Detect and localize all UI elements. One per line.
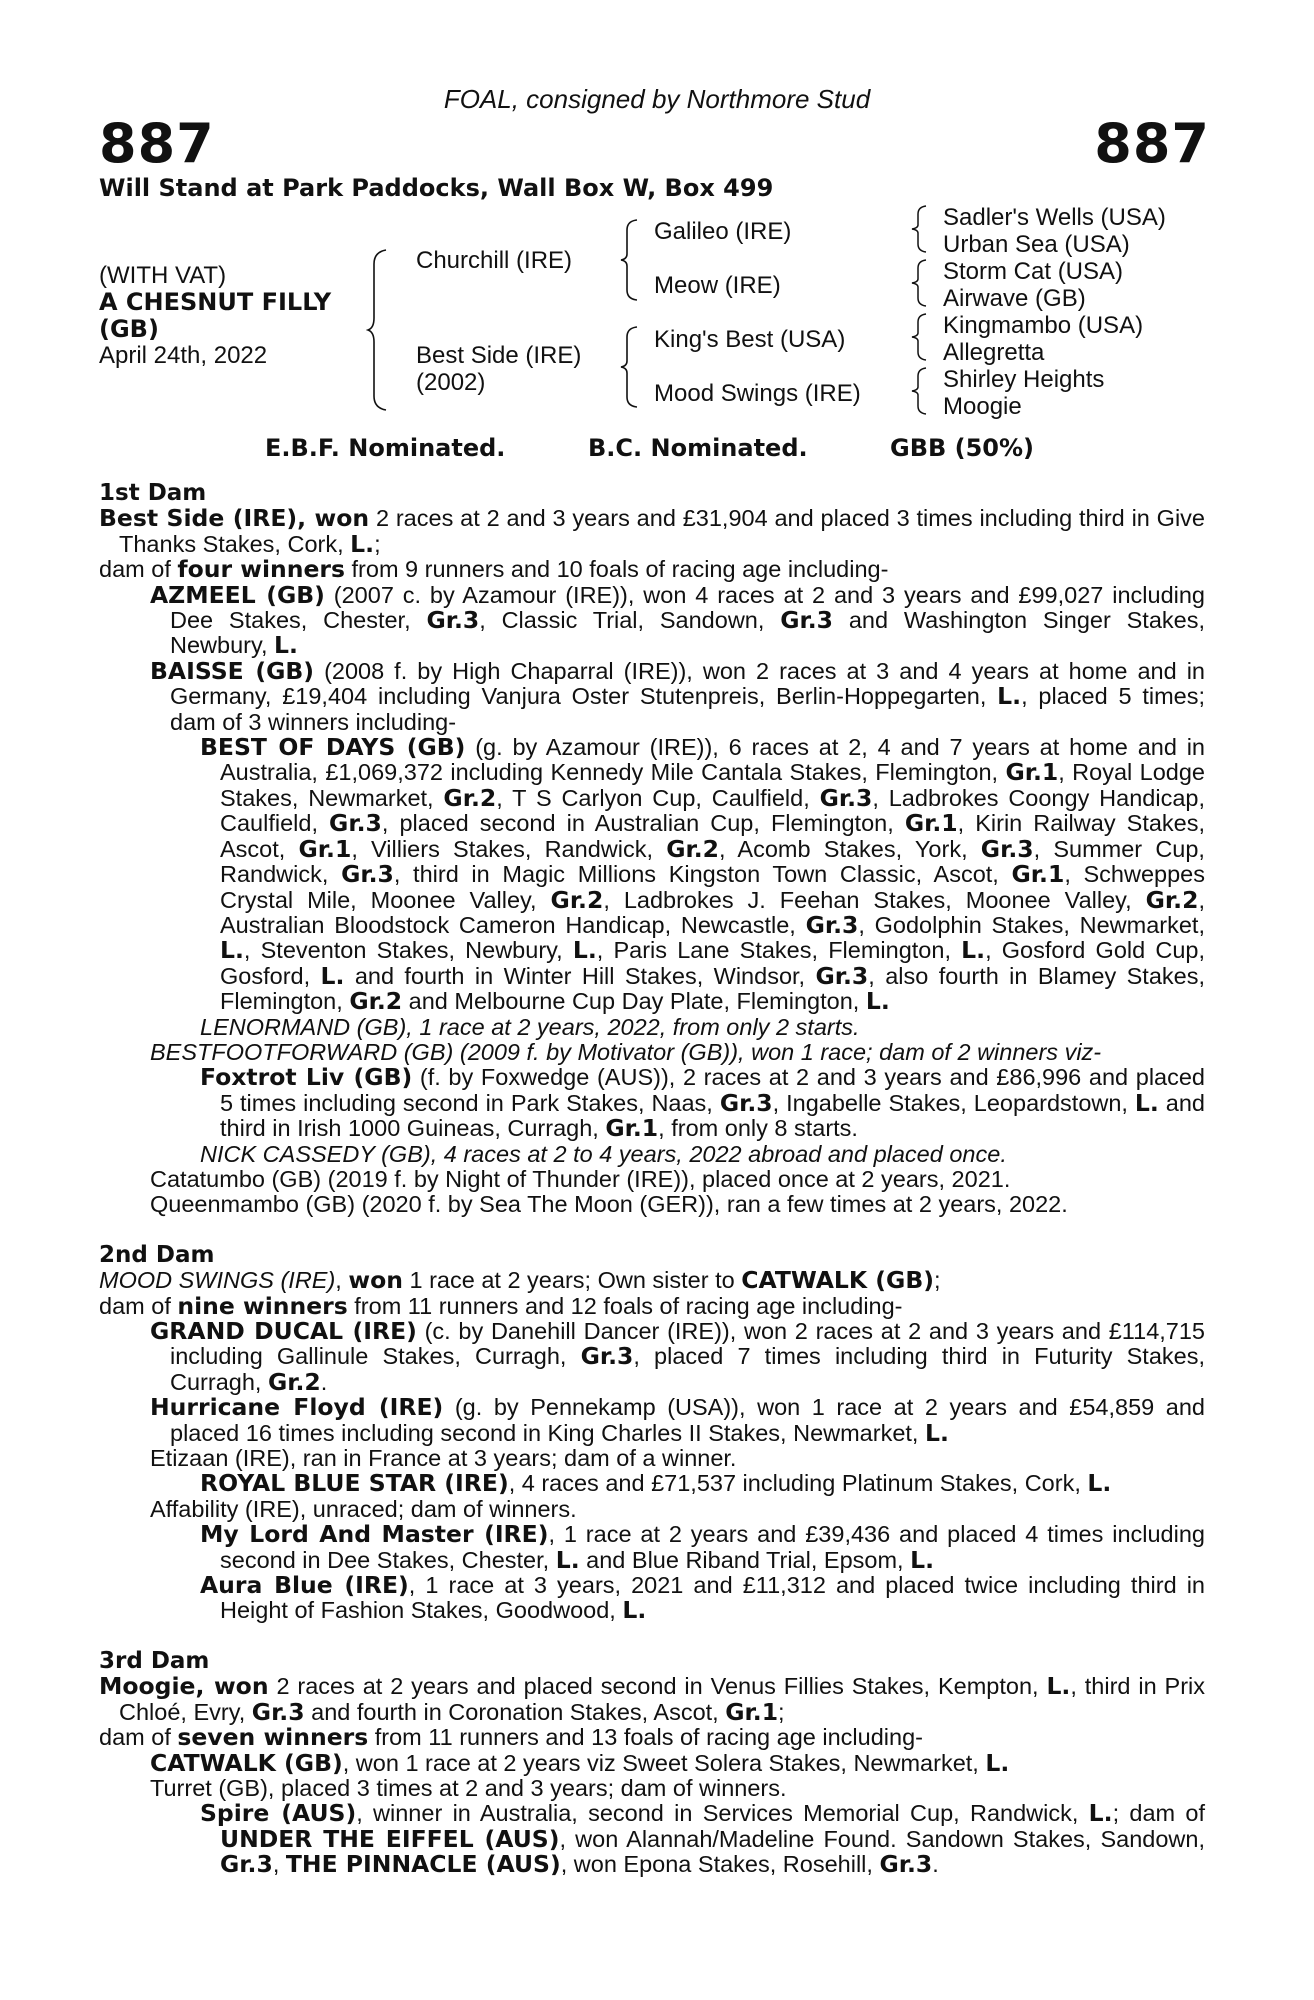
text: (2007 c. by Azamour (IRE)), won 4 races at 2 and 3 years and £99,027 including Dee Stakes, Chester, [170, 581, 1205, 634]
g3-brace-icon [910, 366, 930, 416]
text: from 11 runners and 13 foals of racing age including- [368, 1724, 923, 1751]
bold-text: four winners [177, 555, 345, 584]
g3-brace-icon [910, 204, 930, 254]
progeny-entry [99, 1142, 1205, 1167]
g3-ancestor: Storm Cat (USA) [943, 258, 1124, 285]
dam-dam: Mood Swings (IRE) [654, 380, 861, 407]
bold-text: Gr.1 [904, 809, 958, 838]
bold-text: L. [910, 1545, 935, 1574]
text: (c. by Danehill Dancer (IRE)), won 2 races at 2 and 3 years and £114,715 including Gallinule Stakes, Curragh, [170, 1318, 1206, 1370]
text: , Villiers Stakes, Randwick, [351, 835, 667, 862]
bold-text: Gr.1 [1005, 758, 1059, 787]
text: , also fourth in Blamey Stakes, Flemington, [220, 962, 1205, 1015]
progeny-entry [99, 1446, 1205, 1471]
text: , placed 7 times including third in Futurity Stakes, Curragh, [170, 1343, 1205, 1395]
progeny-entry [99, 656, 1205, 735]
second-dam-progeny [99, 1319, 1205, 1624]
bold-text: BAISSE (GB) [150, 656, 315, 685]
bold-text: L. [572, 936, 597, 965]
bold-text: Gr.1 [605, 1114, 659, 1143]
italic-text: , 4 races at 2 to 4 years, 2022 abroad and placed once. [430, 1140, 1007, 1167]
bold-text: L. [320, 961, 345, 990]
text: , Schweppes Crystal Mile, Moonee Valley, [220, 861, 1205, 913]
bold-text: GRAND DUCAL (IRE) [150, 1317, 417, 1345]
dam-year: (2002) [416, 369, 486, 396]
bold-text: UNDER THE EIFFEL (AUS) [220, 1824, 560, 1853]
consignment-line: FOAL, consigned by Northmore Stud [443, 84, 871, 114]
ebf-nomination: E.B.F. Nominated. [265, 434, 506, 462]
g3-ancestor: Moogie [943, 393, 1022, 420]
bold-text: Best Side (IRE) [99, 504, 298, 533]
text: , Summer Cup, Randwick, [220, 835, 1205, 888]
sire: Churchill (IRE) [416, 247, 573, 274]
bold-text: Gr.3 [819, 783, 873, 812]
text: , Kirin Railway Stakes, Ascot, [220, 810, 1206, 862]
text: , Paris Lane Stakes, Flemington, [596, 937, 962, 964]
text: , Australian Bloodstock Cameron Handicap, Newcastle, [220, 886, 1205, 938]
bold-text: L. [555, 1545, 580, 1574]
text: ; [778, 1698, 785, 1725]
text: . [932, 1851, 939, 1878]
text: dam of [99, 1292, 178, 1319]
text: (g. by Azamour (IRE)), 6 races at 2, 4 and 7 years at home and in Australia, £1,069,372 including Kennedy Mile Cantala Stakes, Flemington, [220, 734, 1206, 786]
bold-text: won [213, 1672, 269, 1701]
text: , Ladbrokes J. Feehan Stakes, Moonee Valley, [603, 886, 1146, 913]
lot-number-left: 887 [99, 112, 215, 175]
text: , Gosford Gold Cup, Gosford, [220, 937, 1205, 989]
text: Turret (GB), placed 3 times at 2 and 3 years; dam of winners. [150, 1774, 787, 1801]
text: (f. by Foxwedge (AUS)), 2 races at 2 and 3 years and £86,996 and placed 5 times including second in Park Stakes, Naas, [220, 1064, 1206, 1116]
text: , won Epona Stakes, Rosehill, [560, 1851, 880, 1878]
foaling-date: April 24th, 2022 [99, 342, 268, 369]
text: Etizaan (IRE), ran in France at 3 years; dam of a winner. [150, 1445, 737, 1472]
text: and fourth in Winter Hill Stakes, Windsor, [344, 962, 816, 989]
text: 2 races at 2 and 3 years and £31,904 and placed 3 times including third in Give Thanks Stakes, Cork, [119, 505, 1206, 557]
bold-text: ROYAL BLUE STAR (IRE) [200, 1469, 509, 1498]
italic-text: BESTFOOTFORWARD (GB) [150, 1038, 454, 1065]
text: , from only 8 starts. [658, 1115, 858, 1142]
lot-description: A CHESNUT FILLY [99, 288, 332, 316]
second-dam-heading: 2nd Dam [99, 1241, 215, 1268]
bold-text: Gr.3 [879, 1850, 933, 1879]
text: from 9 runners and 10 foals of racing age including- [345, 556, 889, 583]
progeny-entry [99, 1015, 1205, 1040]
italic-text: LENORMAND (GB) [200, 1013, 407, 1040]
second-dam-produce-summary [99, 1291, 1205, 1320]
bold-text: Gr.3 [426, 606, 480, 635]
stand-location: Will Stand at Park Paddocks, Wall Box W, Box 499 [99, 174, 774, 202]
text: dam of [99, 1724, 178, 1751]
bold-text: L. [622, 1596, 647, 1625]
bold-text: L. [924, 1418, 949, 1447]
bold-text: seven winners [177, 1723, 369, 1752]
first-dam-heading: 1st Dam [99, 480, 207, 506]
gbb-status: GBB (50%) [890, 434, 1035, 462]
text: ; dam of [1112, 1800, 1205, 1827]
g3-brace-icon [910, 258, 930, 308]
bold-text: Gr.3 [719, 1088, 773, 1117]
progeny-entry [99, 1748, 1205, 1777]
vat-note: (WITH VAT) [99, 262, 227, 289]
progeny-entry [99, 1319, 1205, 1395]
bold-text: Gr.1 [725, 1697, 779, 1726]
first-dam-produce-summary [99, 557, 1205, 582]
bold-text: Gr.2 [443, 783, 497, 812]
bold-text: CATWALK (GB) [150, 1748, 343, 1777]
catalogue-body [99, 481, 1205, 1878]
third-dam-intro [99, 1674, 1205, 1725]
italic-text: MOOD SWINGS (IRE) [99, 1267, 336, 1294]
bold-text: L. [1134, 1088, 1159, 1117]
text: , won Alannah/Madeline Found. Sandown Stakes, Sandown, [559, 1825, 1205, 1852]
bold-text: L. [220, 936, 244, 965]
text: , third in Prix Chloé, Evry, [119, 1673, 1206, 1725]
progeny-entry [99, 1065, 1205, 1141]
bold-text: Gr.3 [251, 1697, 305, 1726]
text: and fourth in Coronation Stakes, Ascot, [304, 1698, 726, 1725]
italic-text: NICK CASSEDY (GB) [200, 1140, 431, 1167]
bold-text: Spire (AUS) [200, 1799, 357, 1828]
bold-text: L. [961, 936, 986, 965]
g3-ancestor: Airwave (GB) [943, 285, 1086, 312]
bold-text: Gr.2 [666, 834, 719, 863]
text: dam of [99, 556, 178, 583]
text: , 4 races and £71,537 including Platinum Stakes, Cork, [508, 1470, 1088, 1497]
third-dam-produce-summary [99, 1725, 1205, 1750]
bold-text: won [314, 504, 370, 533]
text: and Melbourne Cup Day Plate, Flemington, [402, 988, 866, 1015]
g3-brace-icon [910, 312, 930, 362]
g3-ancestor: Urban Sea (USA) [943, 231, 1130, 258]
text: , Acomb Stakes, York, [719, 835, 981, 862]
bold-text: Gr.2 [349, 987, 403, 1016]
bold-text: Gr.3 [329, 809, 382, 838]
bold-text: Gr.3 [980, 834, 1034, 863]
progeny-entry [99, 580, 1205, 660]
lot-description-country: (GB) [99, 315, 159, 343]
bold-text: Gr.3 [815, 961, 869, 990]
text: 2 races at 2 years and placed second in Venus Fillies Stakes, Kempton, [268, 1673, 1047, 1700]
bold-text: nine winners [177, 1291, 348, 1320]
bold-text: L. [274, 631, 298, 660]
bold-text: Aura Blue (IRE) [200, 1571, 409, 1600]
bold-text: Gr.3 [220, 1850, 273, 1879]
text: , Ingabelle Stakes, Leopardstown, [772, 1089, 1135, 1116]
text: , winner in Australia, second in Services Memorial Cup, Randwick, [356, 1800, 1089, 1827]
bold-text: Gr.3 [805, 910, 859, 939]
text: , third in Magic Millions Kingston Town Classic, Ascot, [393, 861, 1012, 888]
g3-ancestor: Allegretta [943, 339, 1045, 366]
text: ; [933, 1267, 941, 1294]
progeny-entry [99, 1573, 1205, 1624]
bold-text: My Lord And Master (IRE) [200, 1520, 549, 1549]
text: and Washington Singer Stakes, Newbury, [170, 607, 1205, 659]
bold-text: THE PINNACLE (AUS) [285, 1850, 561, 1879]
text: ; [374, 530, 381, 557]
text: , Royal Lodge Stakes, Newmarket, [220, 759, 1205, 811]
bold-text: CATWALK (GB) [741, 1266, 934, 1295]
bold-text: Gr.2 [550, 885, 604, 914]
bold-text: Gr.3 [341, 860, 394, 889]
progeny-entry [99, 1040, 1205, 1065]
bold-text: won [348, 1266, 403, 1295]
text: 1 race at 2 years; Own sister to [402, 1267, 742, 1294]
text: . [320, 1368, 328, 1395]
text: , placed 5 times; dam of 3 winners including- [170, 683, 1205, 735]
text: (g. by Pennekamp (USA)), won 1 race at 2 years and £54,859 and placed 16 times including second in King Charles II Stakes, Newmarket, [170, 1394, 1206, 1446]
text: , won 1 race at 2 years viz Sweet Solera Stakes, Newmarket, [342, 1749, 986, 1776]
g3-ancestor: Kingmambo (USA) [943, 312, 1144, 339]
text: Catatumbo (GB) (2019 f. by Night of Thunder (IRE)), placed once at 2 years, 2021. [150, 1165, 1011, 1192]
bold-text: L. [997, 682, 1022, 711]
text: , Ladbrokes Coongy Handicap, Caulfield, [220, 784, 1205, 837]
bold-text: L. [985, 1748, 1010, 1777]
bold-text: L. [350, 529, 375, 558]
text: , Steventon Stakes, Newbury, [243, 937, 573, 964]
bc-nomination: B.C. Nominated. [588, 434, 808, 462]
sire-dam: Meow (IRE) [654, 272, 781, 299]
bold-text: L. [865, 987, 890, 1016]
first-dam-intro [99, 506, 1205, 557]
bold-text: L. [1088, 1799, 1113, 1828]
dam-sire: King's Best (USA) [654, 326, 846, 353]
progeny-entry [99, 1801, 1205, 1877]
third-dam-heading: 3rd Dam [99, 1647, 210, 1674]
text: , Classic Trial, Sandown, [479, 607, 781, 634]
bold-text: Gr.3 [780, 606, 834, 635]
text: (2008 f. by High Chaparral (IRE)), won 2 races at 3 and 4 years at home and in Germany, £19,404 including Vanjura Oster Stutenpreis, Berlin-Hoppegarten, [170, 657, 1205, 710]
dam: Best Side (IRE) [416, 342, 582, 369]
bold-text: Gr.2 [267, 1367, 321, 1396]
bold-text: Gr.1 [298, 834, 352, 863]
progeny-entry [99, 735, 1205, 1014]
text: and third in Irish 1000 Guineas, Curragh, [220, 1089, 1205, 1142]
g3-ancestor: Shirley Heights [943, 366, 1105, 393]
text: , placed second in Australian Cup, Flemington, [381, 810, 905, 837]
sire-brace-icon [619, 218, 641, 302]
text: and Blue Riband Trial, Epsom, [579, 1546, 911, 1573]
progeny-entry [99, 1776, 1205, 1801]
bold-text: Moogie [99, 1672, 196, 1701]
text: Affability (IRE), unraced; dam of winners. [150, 1495, 577, 1522]
text: from 11 runners and 12 foals of racing age including- [347, 1292, 903, 1319]
bold-text: L. [1046, 1672, 1071, 1701]
progeny-entry [99, 1497, 1205, 1522]
bold-text: L. [1087, 1469, 1112, 1498]
progeny-entry [99, 1167, 1205, 1192]
sire-sire: Galileo (IRE) [654, 218, 792, 245]
bold-text: AZMEEL (GB) [150, 580, 325, 609]
bold-text: Hurricane Floyd (IRE) [150, 1393, 444, 1422]
bold-text: , [297, 504, 315, 533]
text: , [335, 1267, 349, 1294]
text: , T S Carlyon Cup, Caulfield, [496, 784, 820, 811]
progeny-entry [99, 1522, 1205, 1573]
bold-text: Gr.1 [1011, 860, 1065, 889]
text: , 1 race at 3 years, 2021 and £11,312 and placed twice including third in Height of Fashion Stakes, Goodwood, [220, 1572, 1205, 1624]
bold-text: Foxtrot Liv (GB) [200, 1063, 413, 1092]
progeny-entry [99, 1192, 1205, 1217]
pedigree-brace-icon [366, 248, 390, 412]
italic-text: , 1 race at 2 years, 2022, from only 2 starts. [406, 1013, 860, 1040]
second-dam-intro [99, 1268, 1205, 1293]
dam-brace-icon [619, 325, 641, 409]
text: , Godolphin Stakes, Newmarket, [858, 911, 1205, 938]
g3-ancestor: Sadler's Wells (USA) [943, 204, 1166, 231]
bold-text: , [195, 1672, 214, 1701]
text: Queenmambo (GB) (2020 f. by Sea The Moon (GER)), ran a few times at 2 years, 2022. [150, 1191, 1068, 1218]
progeny-entry [99, 1395, 1205, 1446]
lot-number-right: 887 [1094, 112, 1210, 175]
italic-text: (2009 f. by Motivator (GB)), won 1 race; dam of 2 winners viz- [453, 1038, 1102, 1065]
bold-text: Gr.3 [580, 1342, 634, 1371]
first-dam-progeny [99, 580, 1206, 1218]
third-dam-progeny [99, 1748, 1205, 1879]
bold-text: Gr.2 [1145, 885, 1199, 914]
progeny-entry [99, 1471, 1205, 1496]
bold-text: BEST OF DAYS (GB) [200, 733, 466, 762]
text: , [272, 1851, 286, 1878]
text: , 1 race at 2 years and £39,436 and placed 4 times including second in Dee Stakes, Chester, [220, 1521, 1205, 1573]
